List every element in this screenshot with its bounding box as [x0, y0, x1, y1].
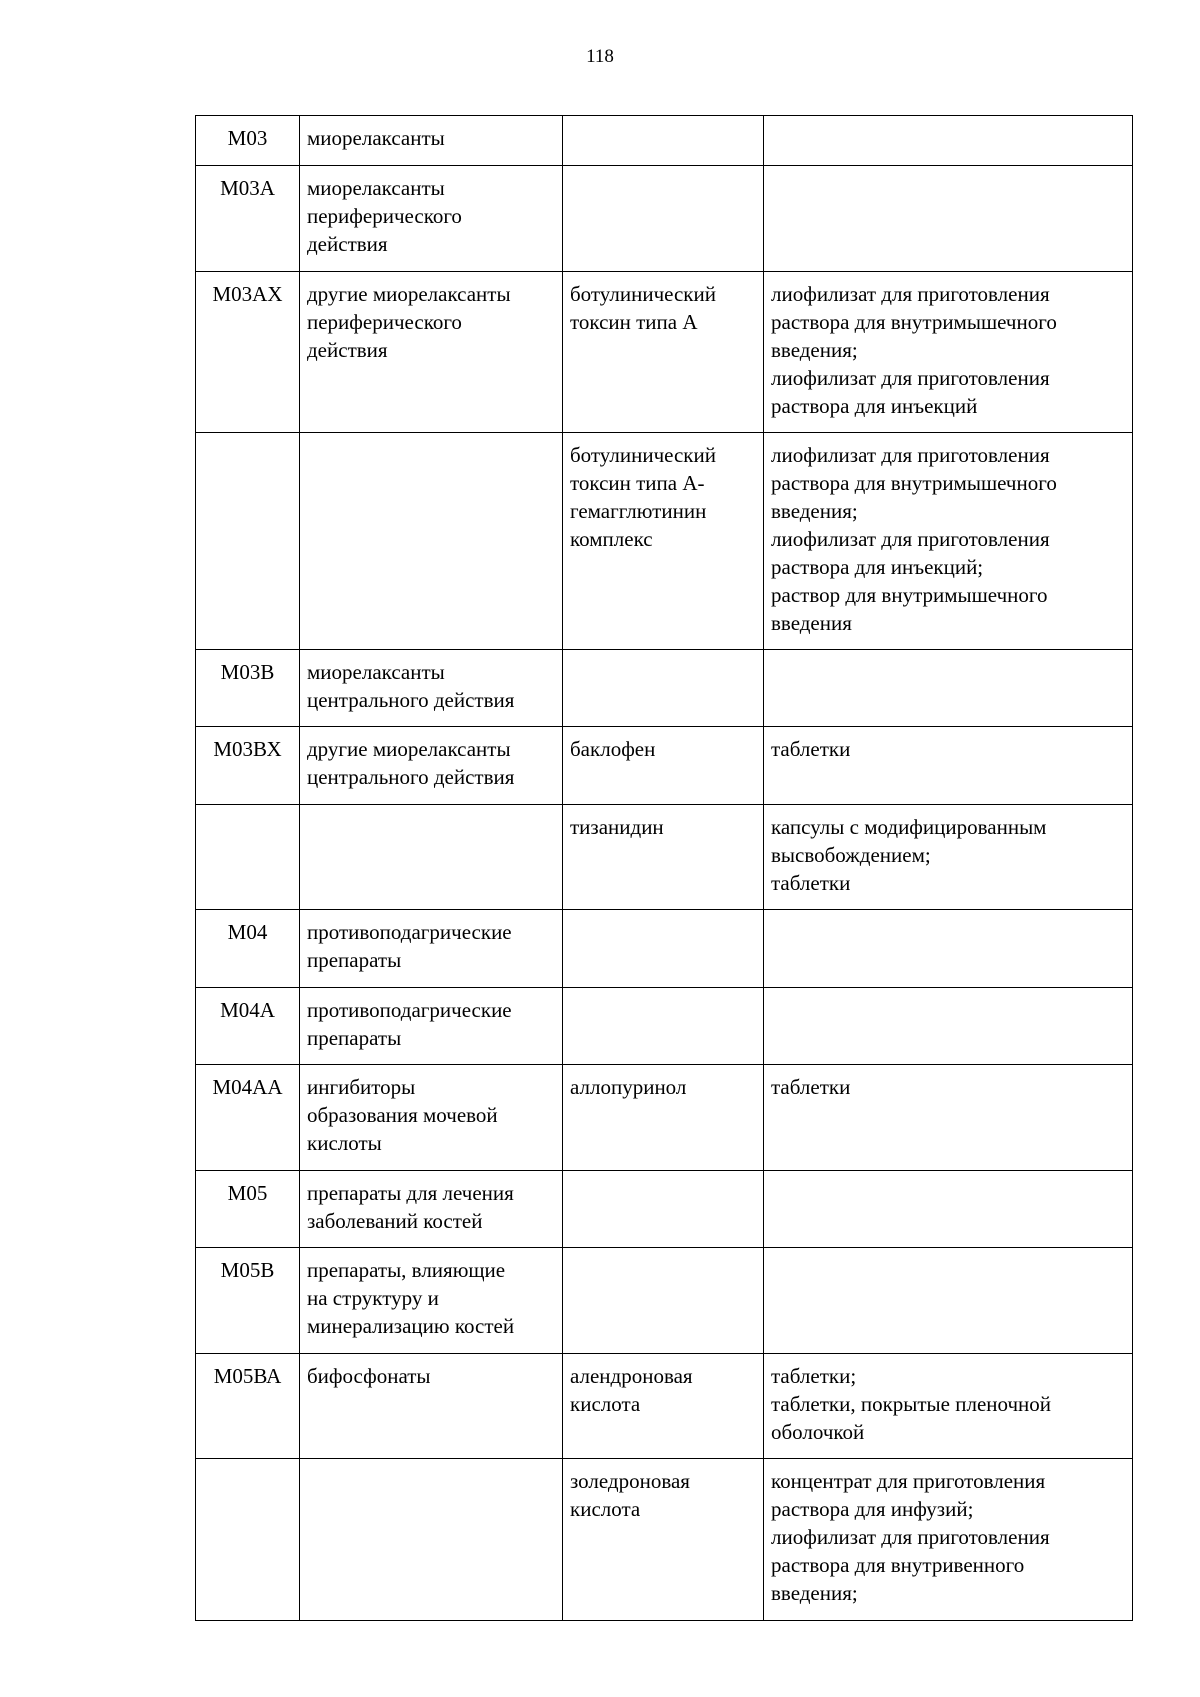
- substance-cell: золедроновая кислота: [563, 1459, 764, 1621]
- dosage-form-cell: [764, 1248, 1133, 1354]
- table-row: [196, 433, 1133, 650]
- group-name-cell: другие миорелаксанты периферического действия: [300, 272, 563, 433]
- substance-cell: тизанидин: [563, 805, 764, 910]
- drug-classification-table: [195, 115, 1133, 1621]
- group-name-cell: бифосфонаты: [300, 1354, 563, 1459]
- substance-cell: [563, 116, 764, 166]
- page-number: 118: [586, 46, 614, 67]
- table-row: [196, 166, 1133, 272]
- dosage-form-cell: лиофилизат для приготовления раствора для внутримышечного введения; лиофилизат для приготовления раствора для инъекций; раствор для внутримышечного введения: [764, 433, 1133, 650]
- table-row: [196, 727, 1133, 805]
- substance-cell: [563, 988, 764, 1065]
- atc-code-cell: М04: [196, 910, 300, 988]
- table-row: [196, 1248, 1133, 1354]
- atc-code-cell: М05: [196, 1171, 300, 1248]
- table-row: [196, 988, 1133, 1065]
- substance-cell: [563, 1248, 764, 1354]
- atc-code-cell: М03В: [196, 650, 300, 727]
- atc-code-cell: [196, 1459, 300, 1621]
- substance-cell: [563, 1171, 764, 1248]
- substance-cell: алендроновая кислота: [563, 1354, 764, 1459]
- table-row: [196, 910, 1133, 988]
- atc-code-cell: М03: [196, 116, 300, 166]
- dosage-form-cell: таблетки: [764, 1065, 1133, 1171]
- substance-cell: [563, 650, 764, 727]
- dosage-form-cell: [764, 116, 1133, 166]
- table-row: [196, 1354, 1133, 1459]
- atc-code-cell: [196, 433, 300, 650]
- dosage-form-cell: [764, 650, 1133, 727]
- substance-cell: ботулинический токсин типа А- гемагглютинин комплекс: [563, 433, 764, 650]
- group-name-cell: [300, 805, 563, 910]
- table-row: [196, 1459, 1133, 1621]
- group-name-cell: ингибиторы образования мочевой кислоты: [300, 1065, 563, 1171]
- group-name-cell: миорелаксанты центрального действия: [300, 650, 563, 727]
- group-name-cell: препараты, влияющие на структуру и минерализацию костей: [300, 1248, 563, 1354]
- group-name-cell: [300, 433, 563, 650]
- table-row: [196, 650, 1133, 727]
- table-row: [196, 1065, 1133, 1171]
- substance-cell: ботулинический токсин типа А: [563, 272, 764, 433]
- dosage-form-cell: капсулы с модифицированным высвобождением; таблетки: [764, 805, 1133, 910]
- substance-cell: аллопуринол: [563, 1065, 764, 1171]
- dosage-form-cell: [764, 1171, 1133, 1248]
- atc-code-cell: М03ВХ: [196, 727, 300, 805]
- substance-cell: баклофен: [563, 727, 764, 805]
- dosage-form-cell: концентрат для приготовления раствора для инфузий; лиофилизат для приготовления раствора для внутривенного введения;: [764, 1459, 1133, 1621]
- dosage-form-cell: [764, 910, 1133, 988]
- dosage-form-cell: лиофилизат для приготовления раствора для внутримышечного введения; лиофилизат для приготовления раствора для инъекций: [764, 272, 1133, 433]
- group-name-cell: миорелаксанты периферического действия: [300, 166, 563, 272]
- dosage-form-cell: [764, 988, 1133, 1065]
- group-name-cell: препараты для лечения заболеваний костей: [300, 1171, 563, 1248]
- group-name-cell: другие миорелаксанты центрального действия: [300, 727, 563, 805]
- dosage-form-cell: [764, 166, 1133, 272]
- table-row: [196, 805, 1133, 910]
- group-name-cell: миорелаксанты: [300, 116, 563, 166]
- atc-code-cell: [196, 805, 300, 910]
- substance-cell: [563, 910, 764, 988]
- table-row: [196, 272, 1133, 433]
- substance-cell: [563, 166, 764, 272]
- atc-code-cell: М04А: [196, 988, 300, 1065]
- dosage-form-cell: таблетки; таблетки, покрытые пленочной оболочкой: [764, 1354, 1133, 1459]
- atc-code-cell: М04АА: [196, 1065, 300, 1171]
- atc-code-cell: М03АХ: [196, 272, 300, 433]
- atc-code-cell: М03А: [196, 166, 300, 272]
- atc-code-cell: М05ВА: [196, 1354, 300, 1459]
- dosage-form-cell: таблетки: [764, 727, 1133, 805]
- atc-code-cell: М05В: [196, 1248, 300, 1354]
- table-row: [196, 116, 1133, 166]
- group-name-cell: противоподагрические препараты: [300, 910, 563, 988]
- group-name-cell: противоподагрические препараты: [300, 988, 563, 1065]
- table-row: [196, 1171, 1133, 1248]
- group-name-cell: [300, 1459, 563, 1621]
